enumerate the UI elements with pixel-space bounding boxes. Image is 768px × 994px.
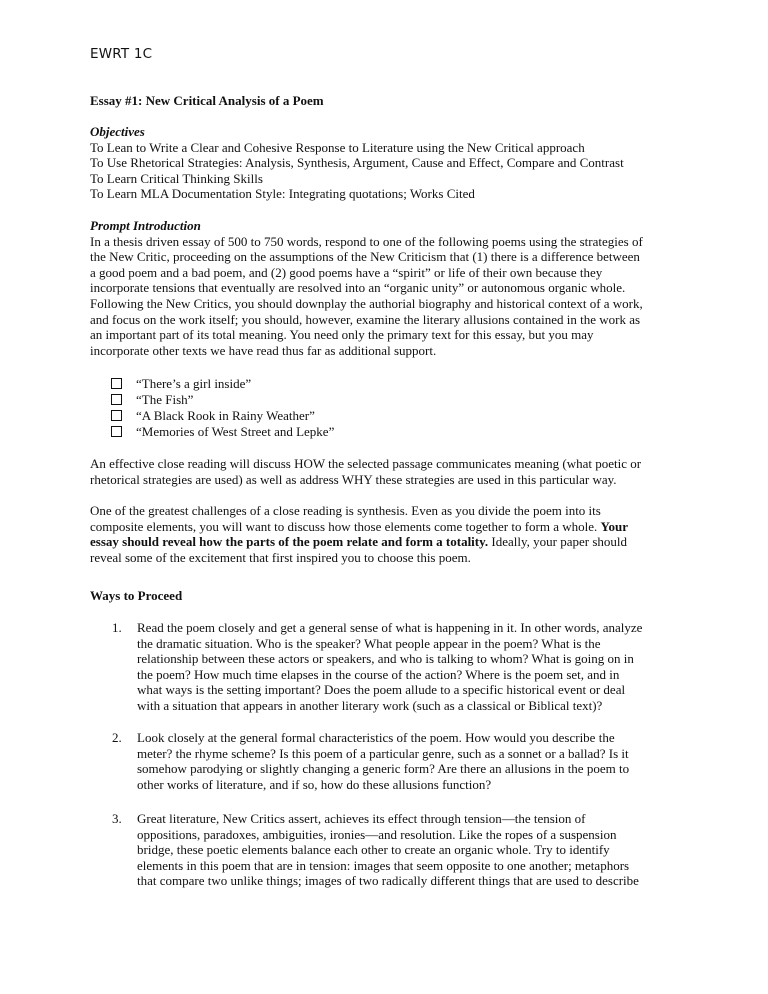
course-header: EWRT 1C xyxy=(90,46,153,62)
item-line: Great literature, New Critics assert, achieves its effect through tension—the tension of xyxy=(137,811,586,826)
item-line: meter? the rhyme scheme? Is this poem of a particular genre, such as a sonnet or a ballad? Is it xyxy=(137,745,629,761)
essay-title: Essay #1: New Critical Analysis of a Poem xyxy=(90,93,324,108)
checkbox-icon[interactable] xyxy=(111,394,122,405)
checkbox-icon[interactable] xyxy=(111,410,122,421)
item-line: oppositions, paradoxes, ambiguities, ironies—and resolution. Like the ropes of a suspension xyxy=(137,826,617,842)
poem-title: “The Fish” xyxy=(136,392,194,407)
poem-title: “There’s a girl inside” xyxy=(136,376,252,391)
poem-option[interactable] xyxy=(111,392,193,408)
item-line: the poem? How much time elapses in the course of the action? Where is the poem set, and in xyxy=(137,666,620,682)
prompt-line: the New Critic, proceeding on the assumptions of the New Criticism that (1) there is a difference between xyxy=(90,249,640,265)
item-line: with a situation that appears in another literary work (such as a classical or Biblical text)? xyxy=(137,697,603,713)
item-number: 3. xyxy=(112,811,122,826)
paragraph-line: rhetorical strategies are used) as well as address WHY these strategies are used in this particular way. xyxy=(90,471,617,487)
close-reading-paragraph xyxy=(90,456,690,487)
prompt-line: incorporate tensions that eventually are resolved into an “organic unity” or autonomous organic whole. xyxy=(90,280,626,296)
paragraph-line xyxy=(90,534,690,550)
objective-line: To Use Rhetorical Strategies: Analysis, Synthesis, Argument, Cause and Effect, Compare and Contrast xyxy=(90,155,624,171)
checkbox-icon[interactable] xyxy=(111,378,122,389)
item-line: what ways is the setting important? Does the poem allude to a specific historical event or deal xyxy=(137,682,626,698)
objective-line: To Learn MLA Documentation Style: Integrating quotations; Works Cited xyxy=(90,186,475,202)
prompt-line: an important part of its total meaning. You need only the primary text for this essay, but you may xyxy=(90,327,594,343)
paragraph-line: An effective close reading will discuss HOW the selected passage communicates meaning (what poetic or xyxy=(90,456,642,471)
objective-line: To Lean to Write a Clear and Cohesive Response to Literature using the New Critical approach xyxy=(90,139,585,155)
poem-option[interactable] xyxy=(111,376,251,392)
paragraph-line: reveal some of the excitement that first inspired you to choose this poem. xyxy=(90,549,471,565)
objectives-heading: Objectives xyxy=(90,124,145,139)
prompt-section xyxy=(90,218,690,358)
synthesis-paragraph xyxy=(90,503,690,565)
item-number: 1. xyxy=(112,620,122,635)
item-line: Read the poem closely and get a general sense of what is happening in it. In other words, analyze xyxy=(137,620,643,635)
prompt-line: Following the New Critics, you should downplay the authorial biography and historical context of a work, xyxy=(90,295,643,311)
checkbox-icon[interactable] xyxy=(111,426,122,437)
prompt-line: incorporate other texts we have read thus far as additional support. xyxy=(90,342,437,358)
prompt-line: a good poem and a bad poem, and (2) good poems have a “spirit” or life of their own because they xyxy=(90,264,603,280)
poem-title: “A Black Rook in Rainy Weather” xyxy=(136,408,315,423)
objective-line: To Learn Critical Thinking Skills xyxy=(90,170,263,186)
objectives-section xyxy=(90,124,690,202)
item-line: bridge, these poetic elements balance each other to create an organic whole. Try to identify xyxy=(137,842,610,858)
poem-option[interactable] xyxy=(111,424,334,440)
paragraph-line xyxy=(90,519,690,535)
ways-heading: Ways to Proceed xyxy=(90,588,183,603)
item-line: somehow parodying or slightly changing a generic form? Are there an allusions in the poem to xyxy=(137,761,630,777)
item-line: other works of literature, and if so, how do these allusions function? xyxy=(137,776,492,792)
prompt-line: In a thesis driven essay of 500 to 750 words, respond to one of the following poems using the strategies of xyxy=(90,233,643,249)
plain-text: Ideally, your paper should xyxy=(488,534,628,550)
plain-text: composite elements, you will want to discuss how those elements come together to form a whole. xyxy=(90,518,601,534)
poem-title: “Memories of West Street and Lepke” xyxy=(136,424,335,439)
paragraph-line: One of the greatest challenges of a close reading is synthesis. Even as you divide the poem into its xyxy=(90,503,601,518)
item-line: Look closely at the general formal characteristics of the poem. How would you describe the xyxy=(137,730,615,745)
item-line: elements in this poem that are in tension: images that seem opposite to one another; metaphors xyxy=(137,857,630,873)
poem-option[interactable] xyxy=(111,408,315,424)
item-line: that compare two unlike things; images of two radically different things that are used to describe xyxy=(137,873,639,889)
prompt-line: and focus on the work itself; you should, however, examine the literary allusions contained in the work as xyxy=(90,311,641,327)
bold-text: Your xyxy=(600,518,628,534)
item-number: 2. xyxy=(112,730,122,745)
item-line: relationship between these actors or speakers, and who is talking to whom? What is going on in xyxy=(137,651,634,667)
bold-text: essay should reveal how the parts of the poem relate and form a totality. xyxy=(90,534,489,550)
prompt-heading: Prompt Introduction xyxy=(90,218,201,233)
item-line: the dramatic situation. Who is the speaker? What people appear in the poem? What is the xyxy=(137,635,601,651)
